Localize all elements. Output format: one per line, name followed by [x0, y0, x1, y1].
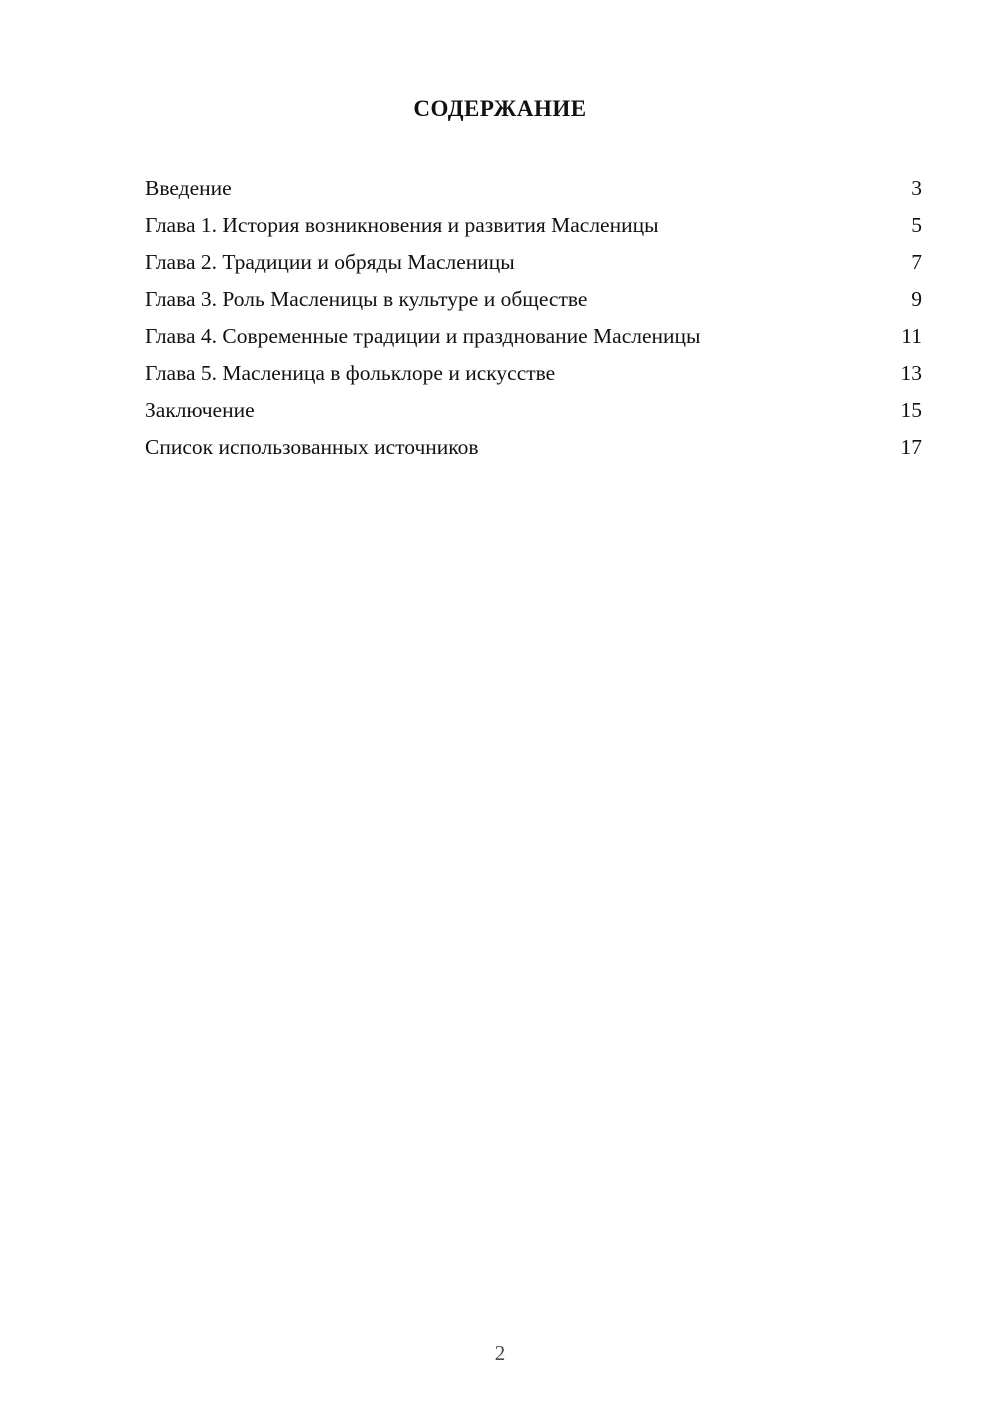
toc-entry [145, 355, 922, 392]
footer-page-number: 2 [494, 1341, 506, 1365]
toc-entry-page: 15 [900, 398, 922, 422]
toc-entry-label: Глава 4. Современные традиции и празднование Масленицы [145, 324, 701, 348]
toc-entry-page: 13 [900, 361, 922, 385]
toc-entry [145, 207, 922, 244]
toc-entry-label: Глава 3. Роль Масленицы в культуре и обществе [145, 287, 588, 311]
page-title: СОДЕРЖАНИЕ [413, 96, 587, 121]
toc-entry-page: 5 [911, 213, 922, 237]
toc-entry [145, 392, 922, 429]
toc-entry-page: 7 [911, 250, 922, 274]
toc-entry [145, 318, 922, 355]
toc-entry-label: Глава 2. Традиции и обряды Масленицы [145, 250, 515, 274]
toc-entry-page: 11 [901, 324, 922, 348]
toc-entry-page: 3 [911, 176, 922, 200]
toc-entry-label: Глава 1. История возникновения и развития Масленицы [145, 213, 659, 237]
toc-entry-label: Заключение [145, 398, 255, 422]
table-of-contents [145, 170, 922, 466]
toc-entry-page: 17 [900, 435, 922, 459]
toc-entry-label: Список использованных источников [145, 435, 479, 459]
toc-entry-label: Введение [145, 176, 232, 200]
toc-entry [145, 244, 922, 281]
toc-entry-page: 9 [911, 287, 922, 311]
toc-entry [145, 281, 922, 318]
toc-entry-label: Глава 5. Масленица в фольклоре и искусстве [145, 361, 556, 385]
toc-entry [145, 429, 922, 466]
toc-entry [145, 170, 922, 207]
